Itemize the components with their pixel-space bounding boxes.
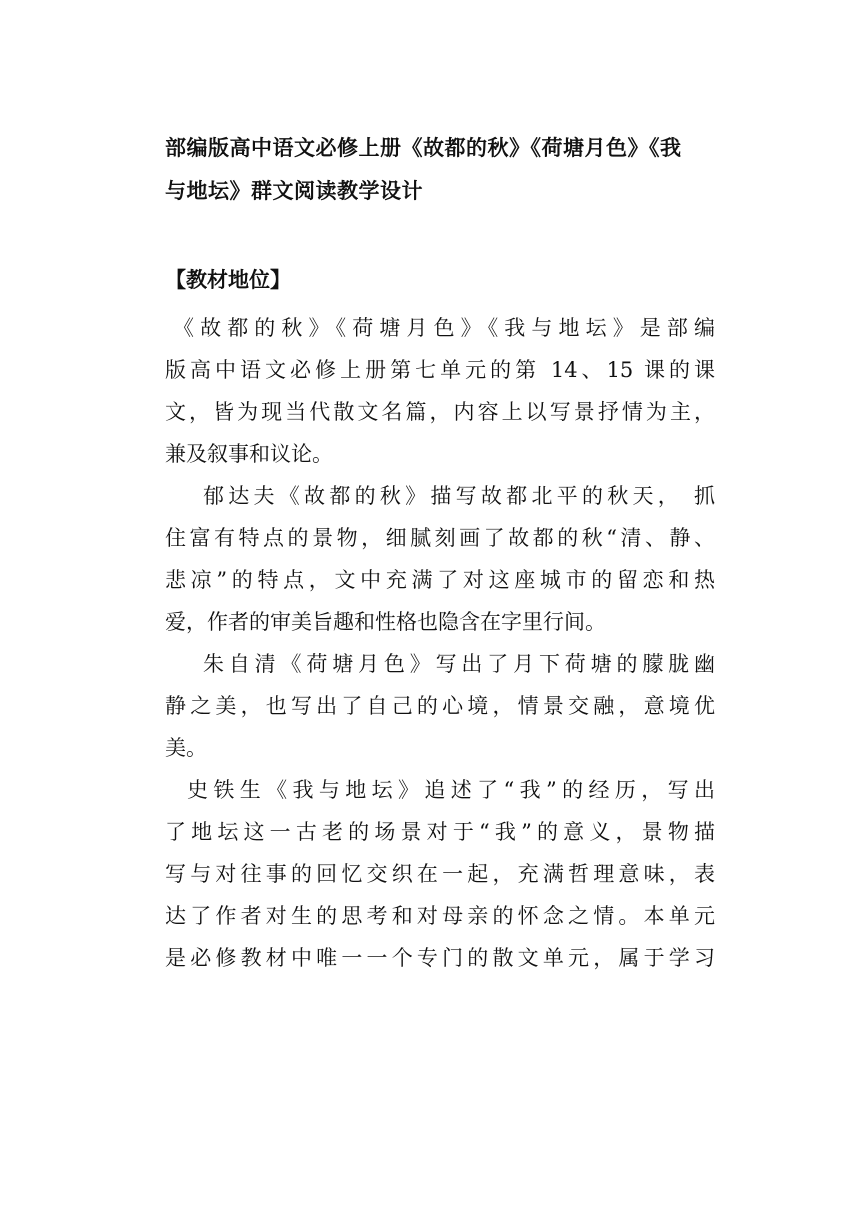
body-line: 朱自清《荷塘月色》写出了月下荷塘的朦胧幽 bbox=[203, 652, 715, 676]
body-line: 版高中语文必修上册第七单元的第 14、15 课的课 bbox=[165, 358, 715, 382]
body-line: 爱，作者的审美旨趣和性格也隐含在字里行间。 bbox=[165, 610, 606, 634]
body-line: 了地坛这一古老的场景对于“我”的意义，景物描 bbox=[165, 820, 715, 844]
body-line: 兼及叙事和议论。 bbox=[165, 442, 333, 466]
body-line: 写与对往事的回忆交织在一起，充满哲理意味，表 bbox=[165, 862, 715, 886]
section-heading: 【教材地位】 bbox=[165, 268, 291, 292]
body-line: 是必修教材中唯一一个专门的散文单元，属于学习 bbox=[165, 946, 715, 970]
body-line: 美。 bbox=[165, 736, 207, 760]
body-line: 郁达夫《故都的秋》描写故都北平的秋天， 抓 bbox=[203, 484, 715, 508]
document-title bbox=[165, 127, 725, 213]
title-line-1: 部编版高中语文必修上册《故都的秋》《荷塘月色》《我 bbox=[165, 136, 682, 160]
body-line: 文，皆为现当代散文名篇，内容上以写景抒情为主， bbox=[165, 400, 715, 424]
body-line: 悲凉”的特点，文中充满了对这座城市的留恋和热 bbox=[165, 568, 715, 592]
body-line: 达了作者对生的思考和对母亲的怀念之情。本单元 bbox=[165, 904, 715, 928]
body-line: 《故都的秋》《荷塘月色》《我与地坛》是部编 bbox=[173, 316, 715, 340]
body-line: 住富有特点的景物，细腻刻画了故都的秋“清、静、 bbox=[165, 526, 715, 550]
body-line: 静之美，也写出了自己的心境，情景交融，意境优 bbox=[165, 694, 715, 718]
document-body bbox=[165, 310, 715, 982]
title-line-2: 与地坛》群文阅读教学设计 bbox=[165, 179, 423, 203]
body-line: 史铁生《我与地坛》追述了“我”的经历，写出 bbox=[187, 778, 715, 802]
